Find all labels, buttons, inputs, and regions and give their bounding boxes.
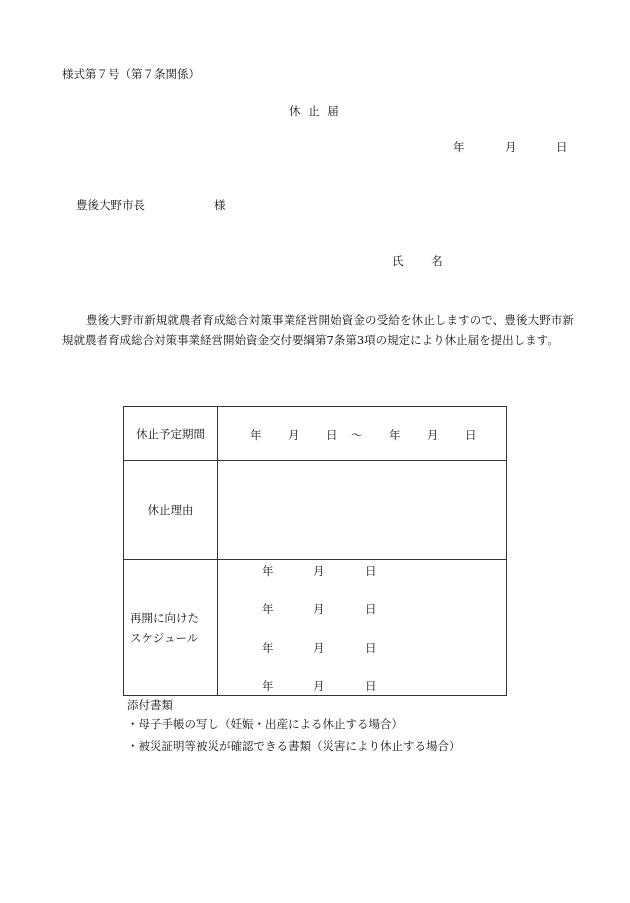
schedule-day: 日 xyxy=(365,679,377,693)
schedule-row xyxy=(124,560,507,696)
schedule-date-line xyxy=(218,563,508,579)
applicant-name-label: 氏 名 xyxy=(392,254,455,268)
period-to-year: 年 xyxy=(389,428,401,442)
schedule-date-line xyxy=(218,678,508,694)
schedule-year: 年 xyxy=(262,641,274,655)
date-day: 日 xyxy=(556,140,568,154)
schedule-day: 日 xyxy=(365,602,377,616)
schedule-label-line1: 再開に向けた xyxy=(130,610,199,625)
period-label: 休止予定期間 xyxy=(124,407,218,461)
period-row xyxy=(124,407,507,461)
form-number: 様式第７号（第７条関係） xyxy=(62,67,200,81)
schedule-value-cell xyxy=(218,560,507,696)
reason-row xyxy=(124,461,507,560)
schedule-month: 月 xyxy=(313,602,325,616)
recipient-name: 豊後大野市長 xyxy=(76,198,145,212)
schedule-label xyxy=(124,560,218,696)
period-separator: ～ xyxy=(351,428,363,442)
schedule-month: 月 xyxy=(313,641,325,655)
submission-date xyxy=(0,139,630,155)
attachment-item: ・母子手帳の写し（妊娠・出産による休止する場合） xyxy=(127,717,403,731)
period-from-month: 月 xyxy=(288,428,300,442)
schedule-date-line xyxy=(218,640,508,656)
schedule-month: 月 xyxy=(313,564,325,578)
period-to-month: 月 xyxy=(427,428,439,442)
body-text: 豊後大野市新規就農者育成総合対策事業経営開始資金の受給を休止しますので、豊後大野市新規就農者育成総合対策事業経営開始資金交付要綱第7条第3項の規定により休止届を提出します。 xyxy=(62,313,574,347)
schedule-date-line xyxy=(218,601,508,617)
suspension-form-table xyxy=(123,406,507,696)
period-from-day: 日 xyxy=(326,428,338,442)
schedule-month: 月 xyxy=(313,679,325,693)
schedule-year: 年 xyxy=(262,564,274,578)
attachment-item: ・被災証明等被災が確認できる書類（災害により休止する場合） xyxy=(127,739,461,753)
document-title: 休 止 届 xyxy=(289,104,341,118)
period-from-year: 年 xyxy=(250,428,262,442)
period-to-day: 日 xyxy=(465,428,477,442)
reason-value-cell xyxy=(218,461,507,560)
attachments-heading: 添付書類 xyxy=(127,698,173,712)
date-year: 年 xyxy=(453,140,465,154)
schedule-day: 日 xyxy=(365,564,377,578)
schedule-year: 年 xyxy=(262,602,274,616)
date-month: 月 xyxy=(505,140,517,154)
period-value-cell xyxy=(218,407,507,461)
schedule-label-line2: スケジュール xyxy=(130,630,199,645)
reason-label: 休止理由 xyxy=(124,461,218,560)
schedule-day: 日 xyxy=(365,641,377,655)
recipient-honorific: 様 xyxy=(214,198,226,212)
schedule-year: 年 xyxy=(262,679,274,693)
